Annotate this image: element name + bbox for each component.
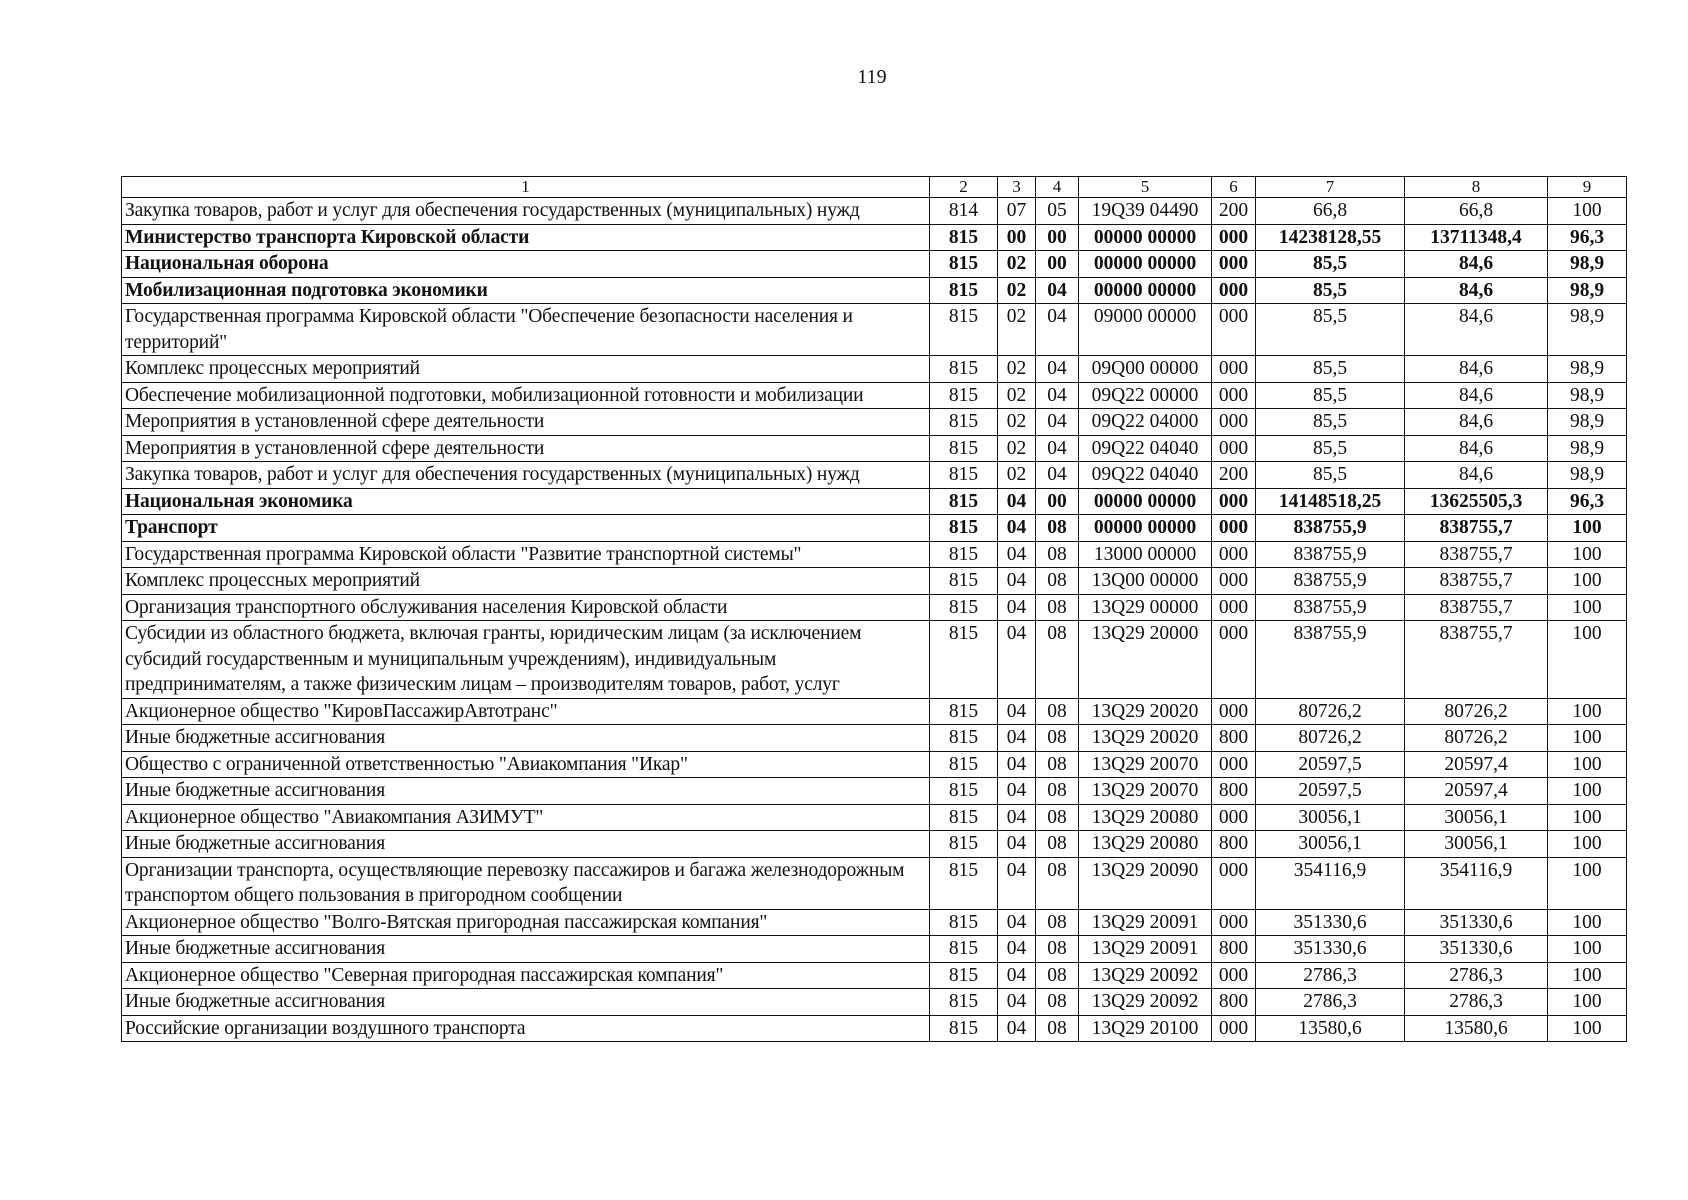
code-cell: 13Q29 20080 bbox=[1079, 804, 1212, 831]
col2-cell: 815 bbox=[930, 435, 998, 462]
col2-cell: 815 bbox=[930, 831, 998, 858]
col3-cell: 04 bbox=[998, 909, 1036, 936]
col8-value-cell: 838755,7 bbox=[1405, 594, 1548, 621]
table-row bbox=[122, 621, 1627, 699]
col4-cell: 08 bbox=[1036, 962, 1079, 989]
col7-value-cell: 80726,2 bbox=[1256, 725, 1405, 752]
code-cell: 13Q29 20091 bbox=[1079, 909, 1212, 936]
row-name-cell: Иные бюджетные ассигнования bbox=[122, 936, 930, 963]
table-row bbox=[122, 462, 1627, 489]
col3-cell: 04 bbox=[998, 698, 1036, 725]
row-name-cell: Иные бюджетные ассигнования bbox=[122, 831, 930, 858]
code-cell: 13Q29 20020 bbox=[1079, 725, 1212, 752]
col6-cell: 000 bbox=[1212, 435, 1256, 462]
col6-cell: 000 bbox=[1212, 277, 1256, 304]
column-header: 7 bbox=[1256, 177, 1405, 198]
col3-cell: 02 bbox=[998, 356, 1036, 383]
col3-cell: 04 bbox=[998, 1015, 1036, 1042]
col9-percent-cell: 98,9 bbox=[1548, 356, 1627, 383]
col6-cell: 000 bbox=[1212, 909, 1256, 936]
col4-cell: 00 bbox=[1036, 251, 1079, 278]
col2-cell: 815 bbox=[930, 356, 998, 383]
col9-percent-cell: 98,9 bbox=[1548, 382, 1627, 409]
column-header: 8 bbox=[1405, 177, 1548, 198]
table-header-row bbox=[122, 177, 1627, 198]
col2-cell: 815 bbox=[930, 568, 998, 595]
col9-percent-cell: 100 bbox=[1548, 1015, 1627, 1042]
col4-cell: 08 bbox=[1036, 541, 1079, 568]
col7-value-cell: 14238128,55 bbox=[1256, 224, 1405, 251]
col9-percent-cell: 100 bbox=[1548, 698, 1627, 725]
col8-value-cell: 13625505,3 bbox=[1405, 488, 1548, 515]
code-cell: 13Q29 20092 bbox=[1079, 989, 1212, 1016]
col7-value-cell: 2786,3 bbox=[1256, 989, 1405, 1016]
col7-value-cell: 30056,1 bbox=[1256, 804, 1405, 831]
col4-cell: 05 bbox=[1036, 198, 1079, 225]
row-name-cell: Иные бюджетные ассигнования bbox=[122, 725, 930, 752]
code-cell: 13Q29 20000 bbox=[1079, 621, 1212, 699]
col6-cell: 200 bbox=[1212, 198, 1256, 225]
col3-cell: 04 bbox=[998, 621, 1036, 699]
code-cell: 13Q29 20020 bbox=[1079, 698, 1212, 725]
col6-cell: 000 bbox=[1212, 356, 1256, 383]
col4-cell: 08 bbox=[1036, 568, 1079, 595]
column-header: 3 bbox=[998, 177, 1036, 198]
col7-value-cell: 85,5 bbox=[1256, 435, 1405, 462]
col9-percent-cell: 100 bbox=[1548, 936, 1627, 963]
col2-cell: 815 bbox=[930, 382, 998, 409]
column-header: 1 bbox=[122, 177, 930, 198]
row-name-cell: Национальная оборона bbox=[122, 251, 930, 278]
code-cell: 13Q29 20091 bbox=[1079, 936, 1212, 963]
col6-cell: 000 bbox=[1212, 698, 1256, 725]
col7-value-cell: 838755,9 bbox=[1256, 621, 1405, 699]
row-name-cell: Иные бюджетные ассигнования bbox=[122, 989, 930, 1016]
table-row bbox=[122, 751, 1627, 778]
col6-cell: 000 bbox=[1212, 515, 1256, 542]
code-cell: 00000 00000 bbox=[1079, 488, 1212, 515]
code-cell: 19Q39 04490 bbox=[1079, 198, 1212, 225]
col3-cell: 07 bbox=[998, 198, 1036, 225]
col4-cell: 08 bbox=[1036, 831, 1079, 858]
col9-percent-cell: 98,9 bbox=[1548, 435, 1627, 462]
col2-cell: 815 bbox=[930, 962, 998, 989]
table-body bbox=[122, 198, 1627, 1042]
code-cell: 00000 00000 bbox=[1079, 224, 1212, 251]
col6-cell: 800 bbox=[1212, 725, 1256, 752]
col2-cell: 815 bbox=[930, 751, 998, 778]
col2-cell: 815 bbox=[930, 515, 998, 542]
col2-cell: 815 bbox=[930, 541, 998, 568]
col2-cell: 815 bbox=[930, 621, 998, 699]
table-row bbox=[122, 515, 1627, 542]
code-cell: 09Q22 04040 bbox=[1079, 435, 1212, 462]
col4-cell: 08 bbox=[1036, 751, 1079, 778]
col7-value-cell: 85,5 bbox=[1256, 356, 1405, 383]
col2-cell: 815 bbox=[930, 488, 998, 515]
table-row bbox=[122, 778, 1627, 805]
col6-cell: 000 bbox=[1212, 568, 1256, 595]
col9-percent-cell: 98,9 bbox=[1548, 462, 1627, 489]
col3-cell: 02 bbox=[998, 409, 1036, 436]
col2-cell: 815 bbox=[930, 909, 998, 936]
col7-value-cell: 351330,6 bbox=[1256, 936, 1405, 963]
col4-cell: 00 bbox=[1036, 488, 1079, 515]
col4-cell: 08 bbox=[1036, 989, 1079, 1016]
table-row bbox=[122, 198, 1627, 225]
col3-cell: 04 bbox=[998, 725, 1036, 752]
row-name-cell: Обеспечение мобилизационной подготовки, мобилизационной готовности и мобилизации bbox=[122, 382, 930, 409]
col6-cell: 000 bbox=[1212, 251, 1256, 278]
col9-percent-cell: 100 bbox=[1548, 831, 1627, 858]
col3-cell: 04 bbox=[998, 568, 1036, 595]
column-header: 9 bbox=[1548, 177, 1627, 198]
col3-cell: 04 bbox=[998, 594, 1036, 621]
col4-cell: 04 bbox=[1036, 304, 1079, 356]
col7-value-cell: 85,5 bbox=[1256, 382, 1405, 409]
col8-value-cell: 84,6 bbox=[1405, 462, 1548, 489]
col9-percent-cell: 98,9 bbox=[1548, 409, 1627, 436]
col9-percent-cell: 100 bbox=[1548, 725, 1627, 752]
table-row bbox=[122, 831, 1627, 858]
row-name-cell: Комплекс процессных мероприятий bbox=[122, 568, 930, 595]
col6-cell: 000 bbox=[1212, 1015, 1256, 1042]
row-name-cell: Государственная программа Кировской области "Развитие транспортной системы" bbox=[122, 541, 930, 568]
col4-cell: 04 bbox=[1036, 277, 1079, 304]
row-name-cell: Транспорт bbox=[122, 515, 930, 542]
col2-cell: 815 bbox=[930, 304, 998, 356]
col8-value-cell: 84,6 bbox=[1405, 382, 1548, 409]
col3-cell: 02 bbox=[998, 382, 1036, 409]
col8-value-cell: 2786,3 bbox=[1405, 962, 1548, 989]
col4-cell: 08 bbox=[1036, 909, 1079, 936]
col7-value-cell: 85,5 bbox=[1256, 277, 1405, 304]
row-name-cell: Закупка товаров, работ и услуг для обеспечения государственных (муниципальных) нужд bbox=[122, 198, 930, 225]
col4-cell: 08 bbox=[1036, 594, 1079, 621]
col7-value-cell: 838755,9 bbox=[1256, 594, 1405, 621]
col7-value-cell: 13580,6 bbox=[1256, 1015, 1405, 1042]
col3-cell: 04 bbox=[998, 515, 1036, 542]
col6-cell: 000 bbox=[1212, 751, 1256, 778]
code-cell: 09Q22 00000 bbox=[1079, 382, 1212, 409]
col8-value-cell: 84,6 bbox=[1405, 251, 1548, 278]
col6-cell: 000 bbox=[1212, 224, 1256, 251]
col6-cell: 000 bbox=[1212, 382, 1256, 409]
code-cell: 13Q29 20090 bbox=[1079, 857, 1212, 909]
table-row bbox=[122, 435, 1627, 462]
code-cell: 13Q29 20080 bbox=[1079, 831, 1212, 858]
col3-cell: 04 bbox=[998, 831, 1036, 858]
col9-percent-cell: 100 bbox=[1548, 804, 1627, 831]
code-cell: 09000 00000 bbox=[1079, 304, 1212, 356]
col3-cell: 04 bbox=[998, 936, 1036, 963]
column-header: 2 bbox=[930, 177, 998, 198]
col2-cell: 815 bbox=[930, 224, 998, 251]
col4-cell: 04 bbox=[1036, 356, 1079, 383]
col4-cell: 08 bbox=[1036, 804, 1079, 831]
col3-cell: 04 bbox=[998, 778, 1036, 805]
row-name-cell: Закупка товаров, работ и услуг для обеспечения государственных (муниципальных) нужд bbox=[122, 462, 930, 489]
col8-value-cell: 838755,7 bbox=[1405, 541, 1548, 568]
code-cell: 13Q29 20092 bbox=[1079, 962, 1212, 989]
col7-value-cell: 85,5 bbox=[1256, 409, 1405, 436]
col8-value-cell: 351330,6 bbox=[1405, 909, 1548, 936]
col7-value-cell: 838755,9 bbox=[1256, 515, 1405, 542]
col4-cell: 08 bbox=[1036, 857, 1079, 909]
col9-percent-cell: 100 bbox=[1548, 989, 1627, 1016]
table-row bbox=[122, 409, 1627, 436]
col3-cell: 04 bbox=[998, 541, 1036, 568]
col7-value-cell: 85,5 bbox=[1256, 304, 1405, 356]
table-row bbox=[122, 304, 1627, 356]
column-header: 5 bbox=[1079, 177, 1212, 198]
col6-cell: 800 bbox=[1212, 936, 1256, 963]
col3-cell: 04 bbox=[998, 751, 1036, 778]
col8-value-cell: 2786,3 bbox=[1405, 989, 1548, 1016]
col2-cell: 815 bbox=[930, 1015, 998, 1042]
col3-cell: 04 bbox=[998, 804, 1036, 831]
col6-cell: 000 bbox=[1212, 594, 1256, 621]
row-name-cell: Российские организации воздушного транспорта bbox=[122, 1015, 930, 1042]
col4-cell: 08 bbox=[1036, 698, 1079, 725]
col3-cell: 04 bbox=[998, 989, 1036, 1016]
col6-cell: 000 bbox=[1212, 621, 1256, 699]
col2-cell: 815 bbox=[930, 277, 998, 304]
col3-cell: 02 bbox=[998, 435, 1036, 462]
col6-cell: 000 bbox=[1212, 857, 1256, 909]
col3-cell: 02 bbox=[998, 462, 1036, 489]
code-cell: 13Q29 20070 bbox=[1079, 778, 1212, 805]
col8-value-cell: 80726,2 bbox=[1405, 698, 1548, 725]
col8-value-cell: 66,8 bbox=[1405, 198, 1548, 225]
col9-percent-cell: 96,3 bbox=[1548, 488, 1627, 515]
table-row bbox=[122, 962, 1627, 989]
table-row bbox=[122, 541, 1627, 568]
col3-cell: 04 bbox=[998, 857, 1036, 909]
col4-cell: 08 bbox=[1036, 515, 1079, 542]
col7-value-cell: 2786,3 bbox=[1256, 962, 1405, 989]
table-row bbox=[122, 251, 1627, 278]
row-name-cell: Организация транспортного обслуживания населения Кировской области bbox=[122, 594, 930, 621]
table-row bbox=[122, 594, 1627, 621]
col6-cell: 800 bbox=[1212, 831, 1256, 858]
code-cell: 00000 00000 bbox=[1079, 277, 1212, 304]
col8-value-cell: 84,6 bbox=[1405, 409, 1548, 436]
col7-value-cell: 354116,9 bbox=[1256, 857, 1405, 909]
col3-cell: 04 bbox=[998, 488, 1036, 515]
col8-value-cell: 838755,7 bbox=[1405, 621, 1548, 699]
code-cell: 00000 00000 bbox=[1079, 515, 1212, 542]
col4-cell: 08 bbox=[1036, 725, 1079, 752]
col3-cell: 04 bbox=[998, 962, 1036, 989]
col7-value-cell: 838755,9 bbox=[1256, 541, 1405, 568]
column-header: 4 bbox=[1036, 177, 1079, 198]
col9-percent-cell: 98,9 bbox=[1548, 277, 1627, 304]
row-name-cell: Акционерное общество "Авиакомпания АЗИМУТ" bbox=[122, 804, 930, 831]
col8-value-cell: 838755,7 bbox=[1405, 568, 1548, 595]
col8-value-cell: 838755,7 bbox=[1405, 515, 1548, 542]
col8-value-cell: 351330,6 bbox=[1405, 936, 1548, 963]
col8-value-cell: 20597,4 bbox=[1405, 778, 1548, 805]
page-number: 119 bbox=[857, 66, 887, 88]
col9-percent-cell: 100 bbox=[1548, 778, 1627, 805]
col4-cell: 08 bbox=[1036, 778, 1079, 805]
table-row bbox=[122, 224, 1627, 251]
row-name-cell: Мероприятия в установленной сфере деятельности bbox=[122, 409, 930, 436]
col2-cell: 815 bbox=[930, 936, 998, 963]
code-cell: 09Q00 00000 bbox=[1079, 356, 1212, 383]
col8-value-cell: 20597,4 bbox=[1405, 751, 1548, 778]
row-name-cell: Национальная экономика bbox=[122, 488, 930, 515]
col8-value-cell: 354116,9 bbox=[1405, 857, 1548, 909]
col4-cell: 04 bbox=[1036, 382, 1079, 409]
code-cell: 09Q22 04000 bbox=[1079, 409, 1212, 436]
table-row bbox=[122, 277, 1627, 304]
col2-cell: 815 bbox=[930, 725, 998, 752]
code-cell: 09Q22 04040 bbox=[1079, 462, 1212, 489]
budget-table bbox=[121, 176, 1627, 1042]
col2-cell: 814 bbox=[930, 198, 998, 225]
col7-value-cell: 66,8 bbox=[1256, 198, 1405, 225]
col7-value-cell: 838755,9 bbox=[1256, 568, 1405, 595]
col8-value-cell: 84,6 bbox=[1405, 277, 1548, 304]
col7-value-cell: 30056,1 bbox=[1256, 831, 1405, 858]
col7-value-cell: 20597,5 bbox=[1256, 751, 1405, 778]
row-name-cell: Акционерное общество "Волго-Вятская пригородная пассажирская компания" bbox=[122, 909, 930, 936]
code-cell: 13Q29 00000 bbox=[1079, 594, 1212, 621]
col3-cell: 02 bbox=[998, 304, 1036, 356]
col9-percent-cell: 100 bbox=[1548, 962, 1627, 989]
col8-value-cell: 30056,1 bbox=[1405, 804, 1548, 831]
col4-cell: 08 bbox=[1036, 936, 1079, 963]
row-name-cell: Мероприятия в установленной сфере деятельности bbox=[122, 435, 930, 462]
col6-cell: 800 bbox=[1212, 989, 1256, 1016]
table-row bbox=[122, 698, 1627, 725]
col4-cell: 04 bbox=[1036, 409, 1079, 436]
table-row bbox=[122, 568, 1627, 595]
col9-percent-cell: 98,9 bbox=[1548, 304, 1627, 356]
col9-percent-cell: 100 bbox=[1548, 751, 1627, 778]
col4-cell: 04 bbox=[1036, 462, 1079, 489]
col3-cell: 02 bbox=[998, 251, 1036, 278]
table-row bbox=[122, 989, 1627, 1016]
col2-cell: 815 bbox=[930, 251, 998, 278]
code-cell: 13000 00000 bbox=[1079, 541, 1212, 568]
col2-cell: 815 bbox=[930, 857, 998, 909]
col8-value-cell: 80726,2 bbox=[1405, 725, 1548, 752]
col8-value-cell: 84,6 bbox=[1405, 356, 1548, 383]
table-row bbox=[122, 936, 1627, 963]
col3-cell: 00 bbox=[998, 224, 1036, 251]
col8-value-cell: 13580,6 bbox=[1405, 1015, 1548, 1042]
row-name-cell: Акционерное общество "Северная пригородная пассажирская компания" bbox=[122, 962, 930, 989]
col6-cell: 000 bbox=[1212, 962, 1256, 989]
row-name-cell: Государственная программа Кировской области "Обеспечение безопасности населения и территорий" bbox=[122, 304, 930, 356]
table-row bbox=[122, 356, 1627, 383]
col9-percent-cell: 100 bbox=[1548, 568, 1627, 595]
col2-cell: 815 bbox=[930, 409, 998, 436]
code-cell: 13Q00 00000 bbox=[1079, 568, 1212, 595]
col6-cell: 800 bbox=[1212, 778, 1256, 805]
row-name-cell: Комплекс процессных мероприятий bbox=[122, 356, 930, 383]
col2-cell: 815 bbox=[930, 778, 998, 805]
col2-cell: 815 bbox=[930, 989, 998, 1016]
col9-percent-cell: 100 bbox=[1548, 515, 1627, 542]
col6-cell: 000 bbox=[1212, 804, 1256, 831]
row-name-cell: Мобилизационная подготовка экономики bbox=[122, 277, 930, 304]
col9-percent-cell: 100 bbox=[1548, 621, 1627, 699]
col7-value-cell: 80726,2 bbox=[1256, 698, 1405, 725]
col9-percent-cell: 98,9 bbox=[1548, 251, 1627, 278]
table-row bbox=[122, 909, 1627, 936]
table-row bbox=[122, 725, 1627, 752]
col7-value-cell: 20597,5 bbox=[1256, 778, 1405, 805]
col6-cell: 000 bbox=[1212, 304, 1256, 356]
col7-value-cell: 85,5 bbox=[1256, 462, 1405, 489]
col8-value-cell: 13711348,4 bbox=[1405, 224, 1548, 251]
col9-percent-cell: 100 bbox=[1548, 541, 1627, 568]
table-row bbox=[122, 382, 1627, 409]
col9-percent-cell: 100 bbox=[1548, 909, 1627, 936]
code-cell: 13Q29 20070 bbox=[1079, 751, 1212, 778]
col2-cell: 815 bbox=[930, 698, 998, 725]
row-name-cell: Иные бюджетные ассигнования bbox=[122, 778, 930, 805]
row-name-cell: Организации транспорта, осуществляющие перевозку пассажиров и багажа железнодорожным транспортом общего пользования в пригородном сообщении bbox=[122, 857, 930, 909]
col6-cell: 000 bbox=[1212, 541, 1256, 568]
col4-cell: 00 bbox=[1036, 224, 1079, 251]
col9-percent-cell: 100 bbox=[1548, 594, 1627, 621]
row-name-cell: Министерство транспорта Кировской области bbox=[122, 224, 930, 251]
col6-cell: 000 bbox=[1212, 488, 1256, 515]
col6-cell: 200 bbox=[1212, 462, 1256, 489]
table-row bbox=[122, 488, 1627, 515]
col7-value-cell: 14148518,25 bbox=[1256, 488, 1405, 515]
column-header: 6 bbox=[1212, 177, 1256, 198]
col8-value-cell: 84,6 bbox=[1405, 304, 1548, 356]
row-name-cell: Общество с ограниченной ответственностью "Авиакомпания "Икар" bbox=[122, 751, 930, 778]
table-row bbox=[122, 857, 1627, 909]
col4-cell: 04 bbox=[1036, 435, 1079, 462]
col9-percent-cell: 96,3 bbox=[1548, 224, 1627, 251]
col6-cell: 000 bbox=[1212, 409, 1256, 436]
col4-cell: 08 bbox=[1036, 621, 1079, 699]
table-row bbox=[122, 1015, 1627, 1042]
code-cell: 00000 00000 bbox=[1079, 251, 1212, 278]
col2-cell: 815 bbox=[930, 594, 998, 621]
row-name-cell: Акционерное общество "КировПассажирАвтотранс" bbox=[122, 698, 930, 725]
row-name-cell: Субсидии из областного бюджета, включая гранты, юридическим лицам (за исключением субсидий государственным и муниципальным учреждениям), индивидуальным предпринимателям, а также физическим лицам – производителям товаров, работ, услуг bbox=[122, 621, 930, 699]
code-cell: 13Q29 20100 bbox=[1079, 1015, 1212, 1042]
col2-cell: 815 bbox=[930, 462, 998, 489]
col4-cell: 08 bbox=[1036, 1015, 1079, 1042]
col9-percent-cell: 100 bbox=[1548, 857, 1627, 909]
col7-value-cell: 85,5 bbox=[1256, 251, 1405, 278]
table-row bbox=[122, 804, 1627, 831]
col9-percent-cell: 100 bbox=[1548, 198, 1627, 225]
col3-cell: 02 bbox=[998, 277, 1036, 304]
col8-value-cell: 84,6 bbox=[1405, 435, 1548, 462]
col7-value-cell: 351330,6 bbox=[1256, 909, 1405, 936]
col2-cell: 815 bbox=[930, 804, 998, 831]
col8-value-cell: 30056,1 bbox=[1405, 831, 1548, 858]
